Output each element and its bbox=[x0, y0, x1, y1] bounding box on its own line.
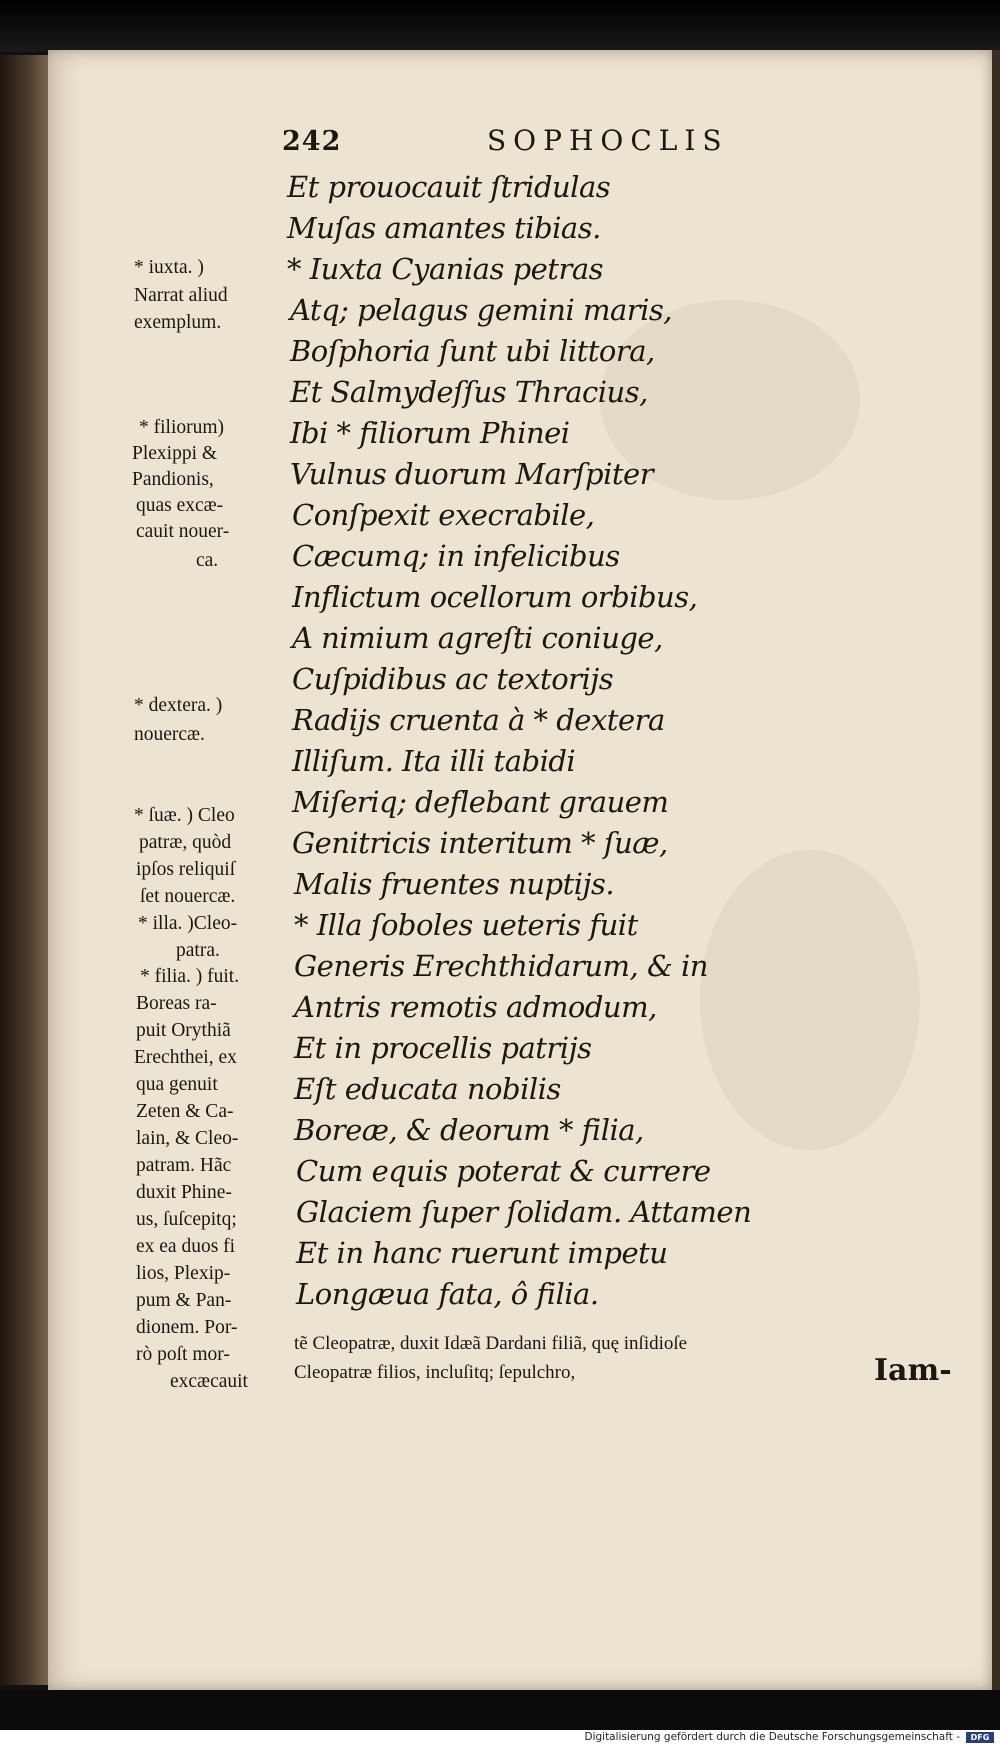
gloss-line: Pandionis, bbox=[132, 469, 214, 490]
verse-line: Boreæ, & deorum * filia, bbox=[294, 1113, 644, 1147]
bottom-note-line: tẽ Cleopatræ, duxit Idæã Dardani filiã, quę inſidioſe bbox=[294, 1333, 688, 1354]
verse-line: Cæcumq; in infelicibus bbox=[292, 539, 620, 573]
verse-line: Cum equis poterat & currere bbox=[296, 1154, 711, 1188]
verse-line: Et Salmydeſſus Thracius, bbox=[290, 375, 648, 409]
gloss-line: Plexippi & bbox=[132, 443, 218, 464]
gloss-line: dionem. Por- bbox=[136, 1317, 238, 1338]
gloss-line: * filiorum) bbox=[139, 417, 225, 438]
gloss-line: patra. bbox=[176, 940, 220, 961]
verse-line: Genitricis interitum * ſuæ, bbox=[292, 826, 668, 860]
gloss-line: nouercæ. bbox=[134, 724, 205, 745]
gloss-line: us, ſuſcepitq; bbox=[136, 1209, 237, 1230]
verse-line: Conſpexit execrabile, bbox=[292, 498, 595, 532]
gloss-line: qua genuit bbox=[136, 1074, 218, 1095]
gloss-line: Boreas ra- bbox=[136, 993, 217, 1014]
gloss-line: Zeten & Ca- bbox=[136, 1101, 234, 1122]
bottom-note-line: Cleopatræ filios, incluſitq; ſepulchro, bbox=[294, 1362, 576, 1383]
verse-line: Miſeriq; deflebant grauem bbox=[292, 785, 669, 819]
page-right-edge bbox=[992, 50, 1000, 1690]
gloss-line: ex ea duos fi bbox=[136, 1236, 236, 1257]
verse-line: A nimium agreſti coniuge, bbox=[292, 621, 663, 655]
gloss-line: ſet nouercæ. bbox=[140, 886, 236, 907]
book-page bbox=[48, 50, 993, 1690]
verse-line: Eſt educata nobilis bbox=[294, 1072, 561, 1106]
verse-line: Radijs cruenta à * dextera bbox=[292, 703, 665, 737]
gloss-line: rò poſt mor- bbox=[136, 1344, 230, 1365]
gloss-line: * ſuæ. ) Cleo bbox=[134, 805, 235, 826]
gloss-line: * dextera. ) bbox=[134, 695, 223, 716]
verse-line: Vulnus duorum Marſpiter bbox=[290, 457, 654, 491]
gloss-line: patræ, quòd bbox=[139, 832, 232, 853]
footer-credit: Digitalisierung gefördert durch die Deutsche Forschungsgemeinschaft - bbox=[584, 1731, 960, 1743]
gloss-line: Erechthei, ex bbox=[134, 1047, 237, 1068]
gloss-line: excæcauit bbox=[170, 1371, 248, 1392]
running-title: SOPHOCLIS bbox=[487, 124, 729, 157]
verse-line: * Illa ſoboles ueteris fuit bbox=[294, 908, 638, 942]
gloss-line: cauit nouer- bbox=[136, 521, 230, 542]
gloss-line: ipſos reliquiſ bbox=[136, 859, 236, 880]
verse-line: Et in procellis patrijs bbox=[294, 1031, 592, 1065]
verse-line: Generis Erechthidarum, & in bbox=[294, 949, 708, 983]
verse-line: Inflictum ocellorum orbibus, bbox=[292, 580, 698, 614]
gloss-line: * filia. ) fuit. bbox=[140, 966, 240, 987]
verse-line: Boſphoria ſunt ubi littora, bbox=[290, 334, 655, 368]
verse-line: Antris remotis admodum, bbox=[294, 990, 657, 1024]
page-number: 242 bbox=[282, 126, 342, 157]
scan-bottom-border bbox=[0, 1690, 1000, 1730]
digitization-footer bbox=[0, 1730, 1000, 1746]
gloss-line: lain, & Cleo- bbox=[136, 1128, 239, 1149]
gloss-line: * iuxta. ) bbox=[134, 257, 204, 278]
verse-line: Longæua fata, ô filia. bbox=[296, 1277, 599, 1311]
gloss-line: Narrat aliud bbox=[134, 285, 228, 306]
book-spine-shadow bbox=[0, 55, 50, 1685]
verse-line: Muſas amantes tibias. bbox=[287, 211, 601, 245]
scan-top-border bbox=[0, 0, 1000, 52]
gloss-line: lios, Plexip- bbox=[136, 1263, 231, 1284]
verse-line: Malis fruentes nuptijs. bbox=[294, 867, 615, 901]
gloss-line: puit Orythiã bbox=[136, 1020, 231, 1041]
verse-line: Atq; pelagus gemini maris, bbox=[290, 293, 672, 327]
catchword: Iam- bbox=[874, 1353, 952, 1388]
verse-line: Et in hanc ruerunt impetu bbox=[296, 1236, 668, 1270]
verse-line: Illiſum. Ita illi tabidi bbox=[292, 744, 576, 778]
verse-line: Cuſpidibus ac textorijs bbox=[292, 662, 614, 696]
verse-line: * Iuxta Cyanias petras bbox=[287, 252, 603, 286]
gloss-line: duxit Phine- bbox=[136, 1182, 232, 1203]
gloss-line: * illa. )Cleo- bbox=[138, 913, 238, 934]
dfg-logo: DFG bbox=[966, 1732, 994, 1743]
verse-line: Ibi * filiorum Phinei bbox=[290, 416, 570, 450]
gloss-line: pum & Pan- bbox=[136, 1290, 232, 1311]
gloss-line: exemplum. bbox=[134, 312, 222, 333]
gloss-line: quas excæ- bbox=[136, 495, 224, 516]
verse-line: Glaciem ſuper ſolidam. Attamen bbox=[296, 1195, 752, 1229]
gloss-line: ca. bbox=[196, 550, 219, 571]
verse-line: Et prouocauit ſtridulas bbox=[287, 170, 611, 204]
gloss-line: patram. Hãc bbox=[136, 1155, 232, 1176]
